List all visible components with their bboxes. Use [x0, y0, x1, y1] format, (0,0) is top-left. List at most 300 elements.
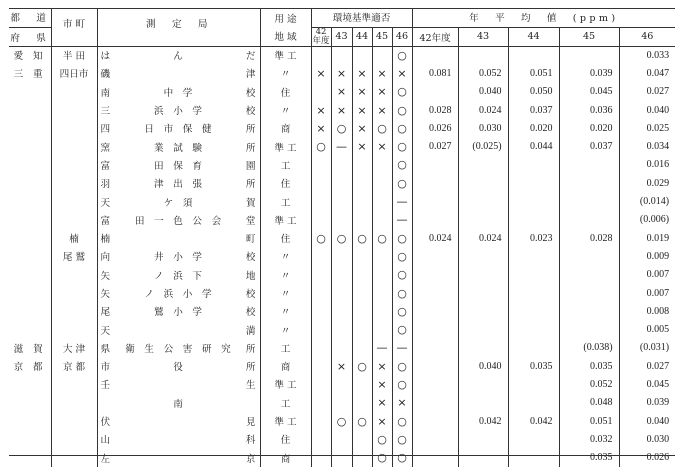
station-name-part: 中 学: [163, 87, 193, 99]
annual-average-value: 0.028: [412, 101, 458, 119]
station-name-part: 堂: [245, 215, 256, 227]
annual-average-value: 0.025: [619, 119, 675, 137]
annual-average-value: [458, 192, 508, 210]
prefecture-cell: 三 重: [13, 69, 46, 81]
compliance-mark: ×: [372, 101, 392, 119]
land-use-cell: 〃: [260, 101, 311, 119]
annual-average-value: 0.035: [508, 357, 559, 375]
annual-average-value: 0.039: [619, 394, 675, 412]
compliance-mark: ○: [331, 119, 352, 137]
table-row: [9, 64, 675, 82]
city-cell: [51, 211, 97, 229]
city-cell: [51, 119, 97, 137]
annual-average-value: 0.035: [559, 357, 619, 375]
annual-average-value: [412, 156, 458, 174]
station-name-part: ノ 浜 下: [154, 270, 202, 282]
station-name-part: ん: [173, 51, 183, 63]
compliance-mark: [331, 430, 352, 448]
station-cell: [97, 83, 260, 101]
land-use-cell: 〃: [260, 266, 311, 284]
annual-average-value: [508, 156, 559, 174]
annual-average-value: [508, 449, 559, 467]
station-name-part: 矢: [100, 289, 111, 300]
annual-average-value: 0.052: [458, 64, 508, 82]
station-name-part: 所: [245, 179, 256, 191]
compliance-mark: ○: [392, 449, 412, 467]
annual-average-value: 0.042: [508, 412, 559, 430]
city-cell: [51, 137, 97, 155]
annual-average-value: 0.007: [619, 284, 675, 302]
annual-average-value: 0.023: [508, 229, 559, 247]
table-header: [9, 8, 675, 46]
station-name-part: 井 小 学: [154, 252, 202, 264]
annual-average-value: [508, 174, 559, 192]
station-name-part: 京: [245, 453, 256, 465]
compliance-mark: [372, 46, 392, 64]
station-name-part: 科: [245, 435, 256, 447]
annual-average-value: [412, 394, 458, 412]
table-row: [9, 83, 675, 101]
prefecture-cell: [9, 412, 51, 430]
station-cell: [97, 156, 260, 174]
land-use-cell: 〃: [260, 302, 311, 320]
land-use-cell: 商: [260, 119, 311, 137]
compliance-mark: [372, 211, 392, 229]
compliance-mark: ○: [372, 229, 392, 247]
compliance-mark: ○: [392, 320, 412, 338]
table-row: [9, 412, 675, 430]
prefecture-cell: 滋 賀: [13, 343, 46, 355]
compliance-mark: [352, 211, 372, 229]
compliance-mark: ○: [392, 247, 412, 265]
station-name: [98, 304, 260, 318]
compliance-mark: —: [392, 211, 412, 229]
station-cell: [97, 449, 260, 467]
annual-average-value: 0.040: [458, 357, 508, 375]
station-cell: [97, 211, 260, 229]
station-name-part: 所: [245, 142, 256, 154]
table-row: [9, 394, 675, 412]
annual-average-value: [559, 284, 619, 302]
table-row: [9, 430, 675, 448]
table-row: [9, 192, 675, 210]
table-row: [9, 174, 675, 192]
prefecture-cell: [9, 284, 51, 302]
station-name: [98, 121, 260, 135]
annual-average-value: 0.027: [619, 357, 675, 375]
city-cell: [51, 302, 97, 320]
station-name-part: 生: [245, 380, 256, 392]
station-name: [98, 213, 260, 227]
station-name-part: 楠: [100, 234, 111, 246]
land-use-cell: 準 工: [260, 211, 311, 229]
station-name-part: 見: [245, 417, 256, 429]
annual-average-value: (0.038): [559, 339, 619, 357]
annual-average-value: 0.005: [619, 320, 675, 338]
station-name: [98, 66, 260, 80]
annual-average-value: 0.036: [559, 101, 619, 119]
annual-average-value: [559, 266, 619, 284]
prefecture-cell: [9, 320, 51, 338]
station-name-part: 三: [100, 106, 111, 118]
annual-average-value: [412, 412, 458, 430]
station-name-part: 校: [245, 307, 256, 319]
station-name-part: 津 出 張: [154, 179, 202, 191]
annual-average-value: [508, 211, 559, 229]
station-name-part: 県: [100, 343, 111, 355]
station-name-part: 窯: [100, 142, 111, 154]
land-use-cell: 住: [260, 83, 311, 101]
station-cell: [97, 375, 260, 393]
annual-average-value: 0.051: [559, 412, 619, 430]
station-cell: [97, 101, 260, 119]
compliance-mark: ×: [372, 137, 392, 155]
annual-average-value: [559, 320, 619, 338]
station-header: 測 定 局: [97, 8, 260, 46]
annual-average-value: [559, 156, 619, 174]
table-body: [9, 46, 675, 467]
compliance-mark: [311, 320, 331, 338]
prefecture-cell: [9, 266, 51, 284]
annual-average-value: [508, 266, 559, 284]
annual-average-value: [412, 211, 458, 229]
land-use-cell: 準 工: [260, 137, 311, 155]
station-name-part: 津: [245, 69, 256, 81]
annual-average-value: 0.027: [412, 137, 458, 155]
land-use-cell: 〃: [260, 64, 311, 82]
city-header: 市 町: [51, 8, 97, 46]
compliance-mark: [372, 284, 392, 302]
compliance-mark: ○: [392, 174, 412, 192]
land-use-cell: 商: [260, 449, 311, 467]
compliance-mark: ○: [372, 119, 392, 137]
annual-average-value: 0.029: [619, 174, 675, 192]
station-name-part: 鷲 小 学: [154, 307, 202, 319]
compliance-mark: [311, 266, 331, 284]
prefecture-cell: [9, 192, 51, 210]
compliance-mark: [331, 247, 352, 265]
compliance-mark: [331, 156, 352, 174]
annual-average-value: [559, 174, 619, 192]
annual-average-value: 0.024: [458, 101, 508, 119]
station-name: [98, 158, 260, 172]
prefecture-cell: [9, 119, 51, 137]
annual-average-value: [508, 320, 559, 338]
city-cell: 楠: [51, 229, 97, 247]
compliance-mark: [352, 46, 372, 64]
compliance-mark: ○: [311, 229, 331, 247]
station-cell: [97, 412, 260, 430]
annual-average-value: [508, 375, 559, 393]
station-name-part: 校: [245, 289, 256, 300]
annual-average-value: [458, 375, 508, 393]
annual-average-value: [412, 302, 458, 320]
compliance-mark: ○: [352, 229, 372, 247]
land-use-cell: 準 工: [260, 412, 311, 430]
station-cell: [97, 119, 260, 137]
annual-average-value: [559, 211, 619, 229]
station-name: [98, 195, 260, 209]
compliance-mark: [331, 339, 352, 357]
station-cell: [97, 247, 260, 265]
prefecture-cell: [9, 430, 51, 448]
station-name-part: ノ 浜 小 学: [144, 289, 212, 300]
prefecture-cell: [9, 302, 51, 320]
station-name-part: 矢: [100, 270, 111, 282]
compliance-mark: [311, 412, 331, 430]
station-name-part: 役: [173, 362, 183, 374]
compliance-mark: ×: [372, 412, 392, 430]
annual-average-value: 0.050: [508, 83, 559, 101]
station-cell: [97, 394, 260, 412]
annual-average-value: 0.007: [619, 266, 675, 284]
use-header-2: 地 域: [260, 27, 311, 46]
table-row: [9, 119, 675, 137]
compliance-mark: [372, 174, 392, 192]
station-name: [98, 48, 260, 62]
prefecture-cell: [9, 247, 51, 265]
annual-average-value: (0.014): [619, 192, 675, 210]
station-name-part: ケ 須: [163, 197, 193, 209]
station-name-part: 壬: [100, 380, 111, 392]
station-name-part: 天: [100, 325, 111, 337]
compliance-mark: [311, 284, 331, 302]
table-row: [9, 137, 675, 155]
compliance-mark: [331, 302, 352, 320]
station-cell: [97, 320, 260, 338]
compliance-mark: [311, 357, 331, 375]
annual-average-value: 0.044: [508, 137, 559, 155]
station-name-part: 田 保 育: [154, 160, 202, 172]
compliance-mark: [311, 156, 331, 174]
city-cell: [51, 449, 97, 467]
annual-average-value: [412, 320, 458, 338]
compliance-mark: [352, 302, 372, 320]
land-use-cell: 住: [260, 174, 311, 192]
annual-average-value: [412, 266, 458, 284]
station-name-part: 賀: [245, 197, 256, 209]
station-name-part: 富: [100, 215, 111, 227]
compliance-mark: [311, 394, 331, 412]
compliance-mark: [352, 394, 372, 412]
compliance-mark: ×: [352, 137, 372, 155]
annual-average-value: 0.040: [619, 412, 675, 430]
city-cell: [51, 101, 97, 119]
station-name-part: 羽: [100, 179, 111, 191]
compliance-mark: ×: [372, 394, 392, 412]
station-name: [98, 341, 260, 355]
land-use-cell: 準 工: [260, 375, 311, 393]
compliance-mark: ○: [392, 284, 412, 302]
compliance-mark: ×: [352, 119, 372, 137]
station-name: [98, 359, 260, 373]
compliance-mark: [331, 46, 352, 64]
compliance-mark: [372, 266, 392, 284]
station-name-part: 天: [100, 197, 111, 209]
compliance-mark: [331, 449, 352, 467]
annual-average-value: 0.016: [619, 156, 675, 174]
station-cell: [97, 192, 260, 210]
land-use-cell: 〃: [260, 284, 311, 302]
land-use-cell: 〃: [260, 320, 311, 338]
compliance-mark: [311, 339, 331, 357]
table-row: [9, 339, 675, 357]
annual-average-value: [458, 266, 508, 284]
compliance-mark: [331, 394, 352, 412]
land-use-cell: 工: [260, 156, 311, 174]
annual-average-value: 0.024: [458, 229, 508, 247]
station-name-part: 左: [100, 453, 111, 465]
compliance-mark: [352, 192, 372, 210]
avg-year-43: 43: [458, 27, 508, 46]
land-use-cell: 工: [260, 394, 311, 412]
station-cell: [97, 284, 260, 302]
annual-average-value: 0.047: [619, 64, 675, 82]
station-name-part: 富: [100, 160, 111, 172]
compliance-mark: ○: [392, 412, 412, 430]
annual-average-value: [458, 339, 508, 357]
annual-average-value: [412, 284, 458, 302]
annual-average-value: [458, 302, 508, 320]
city-cell: [51, 320, 97, 338]
station-name-part: 向: [100, 252, 111, 264]
compliance-mark: ×: [331, 83, 352, 101]
compliance-mark: ×: [352, 83, 372, 101]
compliance-mark: [311, 211, 331, 229]
station-name-part: 尾: [100, 307, 111, 319]
table-row: [9, 101, 675, 119]
pref-header-2: 府 県: [9, 27, 51, 46]
station-cell: [97, 339, 260, 357]
pref-header-1: 都 道: [9, 8, 51, 27]
city-cell: [51, 83, 97, 101]
prefecture-cell: [9, 229, 51, 247]
table-row: [9, 284, 675, 302]
annual-average-value: 0.020: [559, 119, 619, 137]
station-name: [98, 103, 260, 117]
annual-average-value: 0.040: [619, 101, 675, 119]
prefecture-cell: [9, 83, 51, 101]
compliance-mark: [352, 247, 372, 265]
annual-average-value: 0.042: [458, 412, 508, 430]
land-use-cell: 準 工: [260, 46, 311, 64]
annual-average-value: 0.039: [559, 64, 619, 82]
city-cell: 京 都: [51, 357, 97, 375]
station-name-part: 町: [245, 234, 256, 246]
compliance-mark: ×: [311, 101, 331, 119]
compliance-mark: [331, 192, 352, 210]
annual-average-value: [412, 375, 458, 393]
station-name-part: 所: [245, 362, 256, 374]
table-row: [9, 302, 675, 320]
avg-year-42: 42年度: [412, 27, 458, 46]
compliance-mark: ○: [392, 137, 412, 155]
compliance-mark: [352, 284, 372, 302]
annual-avg-header: 年 平 均 値 (ppm): [412, 8, 675, 27]
city-cell: [51, 430, 97, 448]
comp-year-45: 45: [372, 27, 392, 46]
comp-year-43: 43: [331, 27, 352, 46]
station-name: [98, 286, 260, 300]
compliance-mark: [372, 247, 392, 265]
comp-year-46: 46: [392, 27, 412, 46]
annual-average-value: 0.051: [508, 64, 559, 82]
compliance-mark: ×: [372, 64, 392, 82]
station-cell: [97, 174, 260, 192]
station-name-part: 南: [173, 398, 183, 410]
city-cell: [51, 192, 97, 210]
annual-average-value: [458, 156, 508, 174]
annual-average-value: 0.081: [412, 64, 458, 82]
compliance-mark: ×: [331, 64, 352, 82]
annual-average-value: [508, 394, 559, 412]
compliance-mark: ○: [352, 357, 372, 375]
station-name: [98, 323, 260, 337]
annual-average-value: [508, 430, 559, 448]
station-name: [98, 377, 260, 391]
annual-average-value: 0.024: [412, 229, 458, 247]
station-name-part: 所: [245, 124, 256, 136]
city-cell: 半 田: [51, 46, 97, 64]
annual-average-value: [508, 284, 559, 302]
annual-average-value: 0.045: [619, 375, 675, 393]
land-use-cell: 住: [260, 229, 311, 247]
station-name-part: 所: [245, 343, 256, 355]
city-cell: 四日市: [51, 64, 97, 82]
annual-average-value: [412, 449, 458, 467]
annual-average-value: 0.037: [559, 137, 619, 155]
compliance-mark: ○: [331, 412, 352, 430]
annual-average-value: [559, 192, 619, 210]
station-cell: [97, 302, 260, 320]
station-name-part: 磯: [100, 69, 111, 81]
annual-average-value: 0.034: [619, 137, 675, 155]
station-name-part: は: [100, 51, 111, 63]
annual-average-value: [412, 357, 458, 375]
annual-average-value: 0.009: [619, 247, 675, 265]
annual-average-value: 0.032: [559, 430, 619, 448]
land-use-cell: 工: [260, 339, 311, 357]
compliance-mark: [352, 266, 372, 284]
compliance-mark: ○: [392, 46, 412, 64]
station-name: [98, 249, 260, 263]
compliance-mark: ×: [311, 64, 331, 82]
city-cell: [51, 156, 97, 174]
city-cell: [51, 412, 97, 430]
annual-average-value: [458, 284, 508, 302]
compliance-mark: ○: [352, 412, 372, 430]
annual-average-value: [559, 302, 619, 320]
annual-average-value: 0.028: [559, 229, 619, 247]
compliance-mark: —: [372, 339, 392, 357]
table-row: [9, 266, 675, 284]
compliance-mark: ○: [392, 357, 412, 375]
compliance-mark: [352, 174, 372, 192]
compliance-mark: [372, 302, 392, 320]
compliance-mark: [331, 266, 352, 284]
compliance-header: 環境基準適否: [311, 8, 412, 27]
station-name-part: 浜 小 学: [154, 106, 202, 118]
compliance-mark: [331, 211, 352, 229]
annual-average-value: [508, 302, 559, 320]
compliance-mark: [331, 320, 352, 338]
compliance-mark: ×: [372, 375, 392, 393]
annual-average-value: [412, 192, 458, 210]
land-use-cell: 〃: [260, 247, 311, 265]
prefecture-cell: 愛 知: [13, 51, 46, 63]
station-name-part: 四: [100, 124, 111, 136]
station-name-part: 地: [245, 270, 256, 282]
